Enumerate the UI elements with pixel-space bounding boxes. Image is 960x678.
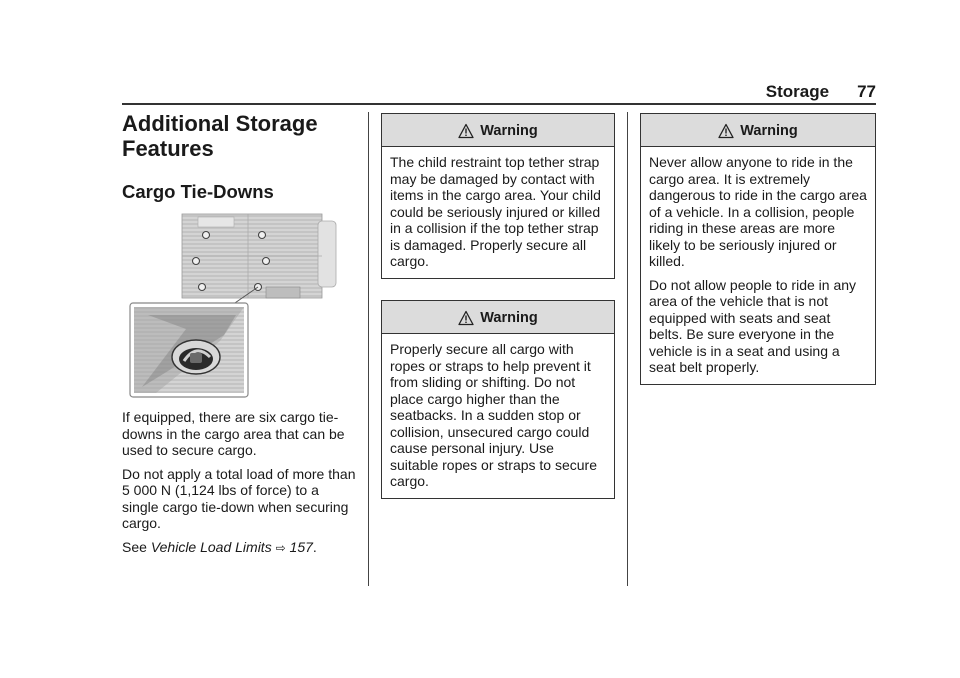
warning-triangle-icon — [718, 123, 734, 139]
section-heading: Additional Storage Features — [122, 111, 318, 161]
warning-body: Never allow anyone to ride in the cargo area. It is extremely dangerous to ride in the cargo area of a vehicle. In a collision, people riding in these areas are more likely to be seriously injured or killed. Do not allow people to ride in any area of the vehicle that is not equipped with seats and seat belts. Be sure everyone in the vehicle is in a seat and using a seat belt properly. — [649, 154, 867, 375]
tie-down-point — [203, 232, 210, 239]
left-body — [122, 409, 358, 563]
reference-page[interactable]: 157 — [289, 538, 313, 555]
column-divider-1 — [368, 112, 369, 586]
tie-down-point — [199, 284, 206, 291]
subsection-heading: Cargo Tie-Downs — [122, 181, 274, 202]
warning-box — [640, 113, 876, 385]
tie-down-point — [193, 258, 200, 265]
column-divider-2 — [627, 112, 628, 586]
reference-link[interactable]: Vehicle Load Limits — [150, 538, 272, 555]
see-reference: See Vehicle Load Limits ⇨ 157. — [122, 538, 317, 555]
warning-triangle-icon — [458, 310, 474, 326]
warning-triangle-icon — [458, 123, 474, 139]
cargo-tie-down-illustration — [128, 211, 356, 399]
warning-box — [381, 300, 615, 499]
warning-header: Warning — [641, 114, 875, 147]
tie-down-point — [263, 258, 270, 265]
header-rule — [122, 103, 876, 105]
warning-body: Properly secure all cargo with ropes or straps to help prevent it from sliding or shifting. Do not place cargo higher than the seatbacks. In a sudden stop or collision, unsecured cargo could cause personal injury. Use suitable ropes or straps to secure cargo. — [390, 341, 597, 489]
warning-header: Warning — [382, 114, 614, 147]
left-column — [122, 111, 356, 203]
page-number: 77 — [857, 82, 876, 101]
paragraph: Do not apply a total load of more than 5 000 N (1,124 lbs of force) to a single cargo tie-down when securing cargo. — [122, 465, 356, 531]
paragraph: If equipped, there are six cargo tie-downs in the cargo area that can be used to secure cargo. — [122, 409, 345, 458]
warning-box — [381, 113, 615, 279]
page-header — [722, 82, 876, 102]
tie-down-point — [259, 232, 266, 239]
warning-body: The child restraint top tether strap may be damaged by contact with items in the cargo area. Your child could be seriously injured or killed in a collision if the top tether strap is damaged. Properly secure all cargo. — [390, 154, 601, 269]
page-ref-arrow-icon: ⇨ — [275, 540, 286, 555]
warning-header: Warning — [382, 301, 614, 334]
section-title: Storage — [765, 82, 830, 101]
